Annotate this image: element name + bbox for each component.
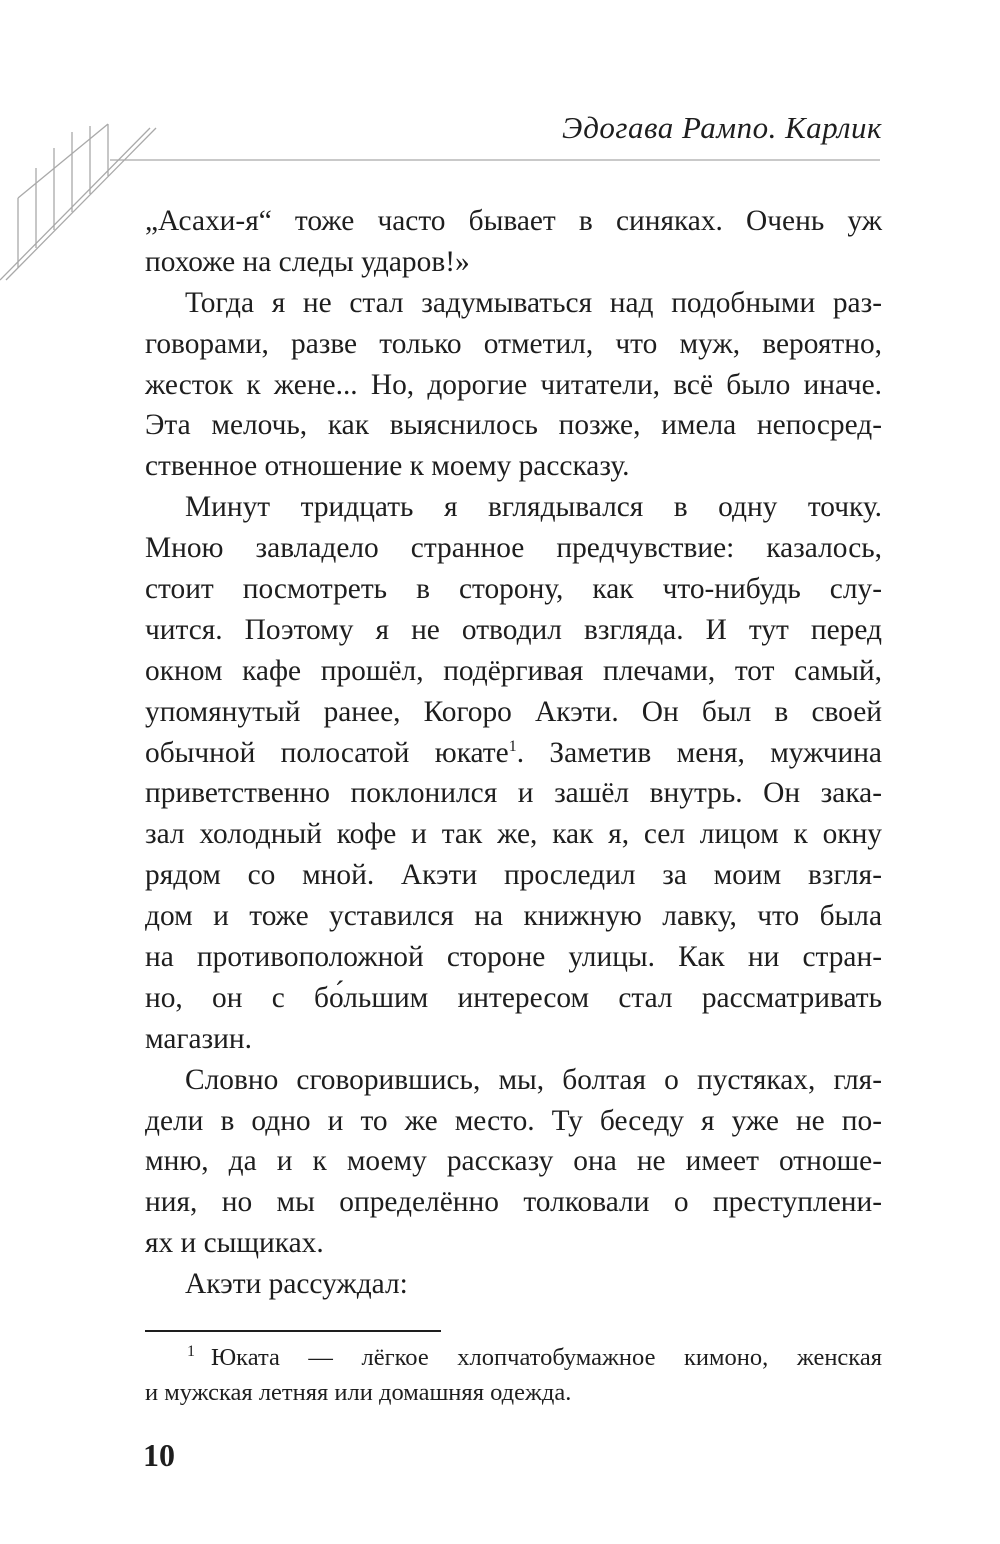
body-text (145, 201, 882, 1305)
text-line: говорами, разве только отметил, что муж, вероятно, (145, 327, 882, 360)
text-line: на противоположной стороне улицы. Как ни стран- (145, 941, 882, 974)
text-line: мню, да и к моему рассказу она не имеет отноше- (145, 1145, 882, 1178)
footnote (145, 1340, 882, 1410)
text-line: Минут тридцать я вглядывался в одну точку. (185, 491, 882, 524)
text-line: ния, но мы определённо толковали о преступлени- (145, 1186, 882, 1219)
text-line: „Асахи-я“ тоже часто бывает в синяках. Очень уж (145, 205, 882, 237)
text-line: жесток к жене... Но, дорогие читатели, всё было иначе. (145, 368, 882, 401)
text-line: Акэти рассуждал: (185, 1268, 408, 1301)
text-line: чится. Поэтому я не отводил взгляда. И тут перед (145, 613, 882, 646)
footnote-line: и мужская летняя или домашняя одежда. (145, 1379, 572, 1406)
text-segment: . Заметив меня, мужчина (516, 736, 882, 769)
text-line: ях и сыщиках. (145, 1227, 324, 1260)
text-line: похоже на следы ударов!» (145, 245, 470, 278)
text-line: зал холодный кофе и так же, как я, сел лицом к окну (145, 818, 882, 851)
text-line: но, он с бо́льшим интересом стал рассматривать (145, 981, 882, 1014)
text-line-with-footnote (145, 733, 882, 774)
text-line: магазин. (145, 1022, 252, 1055)
text-line: Словно сговорившись, мы, болтая о пустяках, гля- (185, 1063, 882, 1096)
footnote-mark: 1 (187, 1342, 195, 1360)
text-line: ственное отношение к моему рассказу. (145, 450, 630, 483)
footnote-reference[interactable]: 1 (508, 737, 517, 755)
text-line: стоит посмотреть в сторону, как что-нибудь слу- (145, 573, 882, 606)
text-line: Мною завладело странное предчувствие: казалось, (145, 532, 882, 565)
text-line: приветственно поклонился и зашёл внутрь. Он зака- (145, 777, 882, 810)
text-line: Тогда я не стал задумываться над подобными раз- (185, 286, 882, 319)
text-line: окном кафе прошёл, подёргивая плечами, тот самый, (145, 654, 882, 687)
page-number: 10 (143, 1437, 175, 1473)
running-head: Эдогава Рампо. Карлик (562, 110, 882, 145)
text-line: дом и тоже уставился на книжную лавку, что была (145, 900, 882, 933)
text-line: Эта мелочь, как выяснилось позже, имела непосред- (145, 409, 882, 442)
text-line: упомянутый ранее, Когоро Акэти. Он был в своей (145, 695, 882, 728)
footnote-text: Юката — лёгкое хлопчатобумажное кимоно, женская (211, 1344, 882, 1371)
footnote-line (145, 1340, 882, 1375)
text-segment: обычной полосатой юкате (145, 736, 509, 769)
text-line: дели в одно и то же место. Ту беседу я уже не по- (145, 1104, 882, 1137)
text-line: рядом со мной. Акэти проследил за моим взгля- (145, 859, 882, 892)
footnote-divider (145, 1330, 441, 1332)
